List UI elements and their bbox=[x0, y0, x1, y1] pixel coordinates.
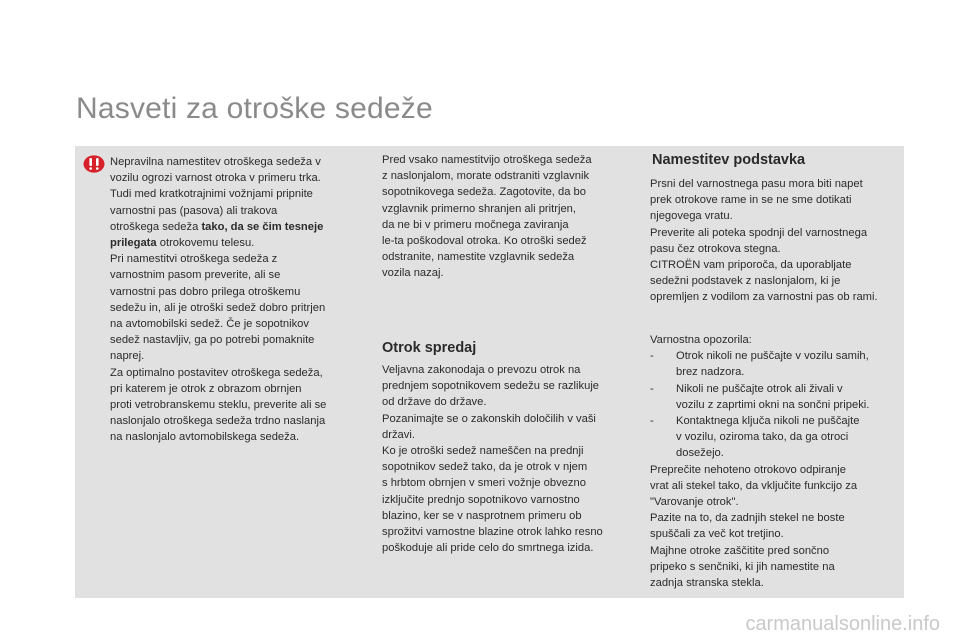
booster-paragraph: Prsni del varnostnega pasu mora biti napet prek otrokove rame in se ne sme dotikati njegovega vratu. Preverite ali poteka spodnji del varnostnega pasu čez otrokova stegna. CITROËN vam priporoča, da uporabljate sedežni podstavek z naslonjalom, ki je opremljen z vodilom za varnostni pas ob rami. bbox=[650, 178, 878, 304]
headrest-text bbox=[382, 152, 627, 282]
front-child-heading: Otrok spredaj bbox=[382, 340, 477, 356]
warning-text-part: Nepravilna namestitev otroškega sedeža v vozilu ogrozi varnost otroka v primeru trka. Tudi med kratkotrajnimi vožnjami pripnite varnostni pas (pasova) ali trakova otroškega sedeža bbox=[110, 156, 321, 233]
front-child-text bbox=[382, 362, 632, 556]
booster-heading: Namestitev podstavka bbox=[652, 152, 806, 168]
content-panel bbox=[75, 146, 904, 598]
list-item: - Otrok nikoli ne puščajte v vozilu samih, brez nadzora. bbox=[650, 350, 869, 379]
list-item: - Kontaktnega ključa nikoli ne puščajte v vozilu, oziroma tako, da ga otroci dosežejo. bbox=[650, 415, 860, 460]
safety-warnings bbox=[650, 332, 900, 591]
page-title: Nasveti za otroške sedeže bbox=[76, 92, 433, 125]
watermark: carmanualsonline.info bbox=[745, 613, 940, 635]
headrest-paragraph: Pred vsako namestitvijo otroškega sedeža z naslonjalom, morate odstraniti vzglavnik sopotnikovega sedeža. Zagotovite, da bo vzglavnik primerno shranjen ali pritrjen, da ne bi v primeru močnega zaviranja le-ta poškodoval otroka. Ko otroški sedež odstranite, namestite vzglavnik sedeža vozila nazaj. bbox=[382, 154, 592, 280]
warning-text bbox=[110, 154, 350, 446]
warning-text-part: otrokovemu telesu. Pri namestitvi otroškega sedeža z varnostnim pasom preverite, ali se varnostni pas dobro prilega otroškemu sedežu in, ali je otroški sedež dobro pritrjen na avtomobilski sedež. Če je sopotnikov sedež nastavljiv, ga po potrebi pomaknite naprej. Za optimalno postavitev otroškega sedeža, pri katerem je otrok z obrazom obrnjen proti vetrobranskemu steklu, preverite ali se naslonjalo otroškega sedeža trdno naslanja na naslonjalo avtomobilskega sedeža. bbox=[110, 237, 327, 444]
warning-icon bbox=[83, 155, 105, 173]
safety-intro: Varnostna opozorila: bbox=[650, 334, 752, 346]
front-child-paragraph: Veljavna zakonodaja o prevozu otrok na prednjem sopotnikovem sedežu se razlikuje od države do države. Pozanimajte se o zakonskih določilih v vaši državi. Ko je otroški sedež nameščen na prednji sopotnikov sedež tako, da je otrok v njem s hrbtom obrnjen v smeri vožnje obvezno izključite prednjo sopotnikovo varnostno blazino, ker se v nasprotnem primeru ob sprožitvi varnostne blazine otrok lahko resno poškoduje ali pride celo do smrtnega izida. bbox=[382, 364, 603, 555]
booster-text bbox=[650, 176, 900, 306]
safety-list bbox=[650, 348, 900, 461]
safety-paragraph: Preprečite nehoteno otrokovo odpiranje vrat ali stekel tako, da vključite funkcijo za "Varovanje otrok". Pazite na to, da zadnjih stekel ne boste spuščali za več kot tretjino. Majhne otroke zaščitite pred sončno pripeko s senčniki, ki jih namestite na zadnja stranska stekla. bbox=[650, 463, 858, 590]
list-item: - Nikoli ne puščajte otrok ali živali v vozilu z zaprtimi okni na sončni pripeki. bbox=[650, 382, 870, 411]
warning-text-bold: tako, da se čim tesneje prilegata bbox=[110, 220, 324, 250]
